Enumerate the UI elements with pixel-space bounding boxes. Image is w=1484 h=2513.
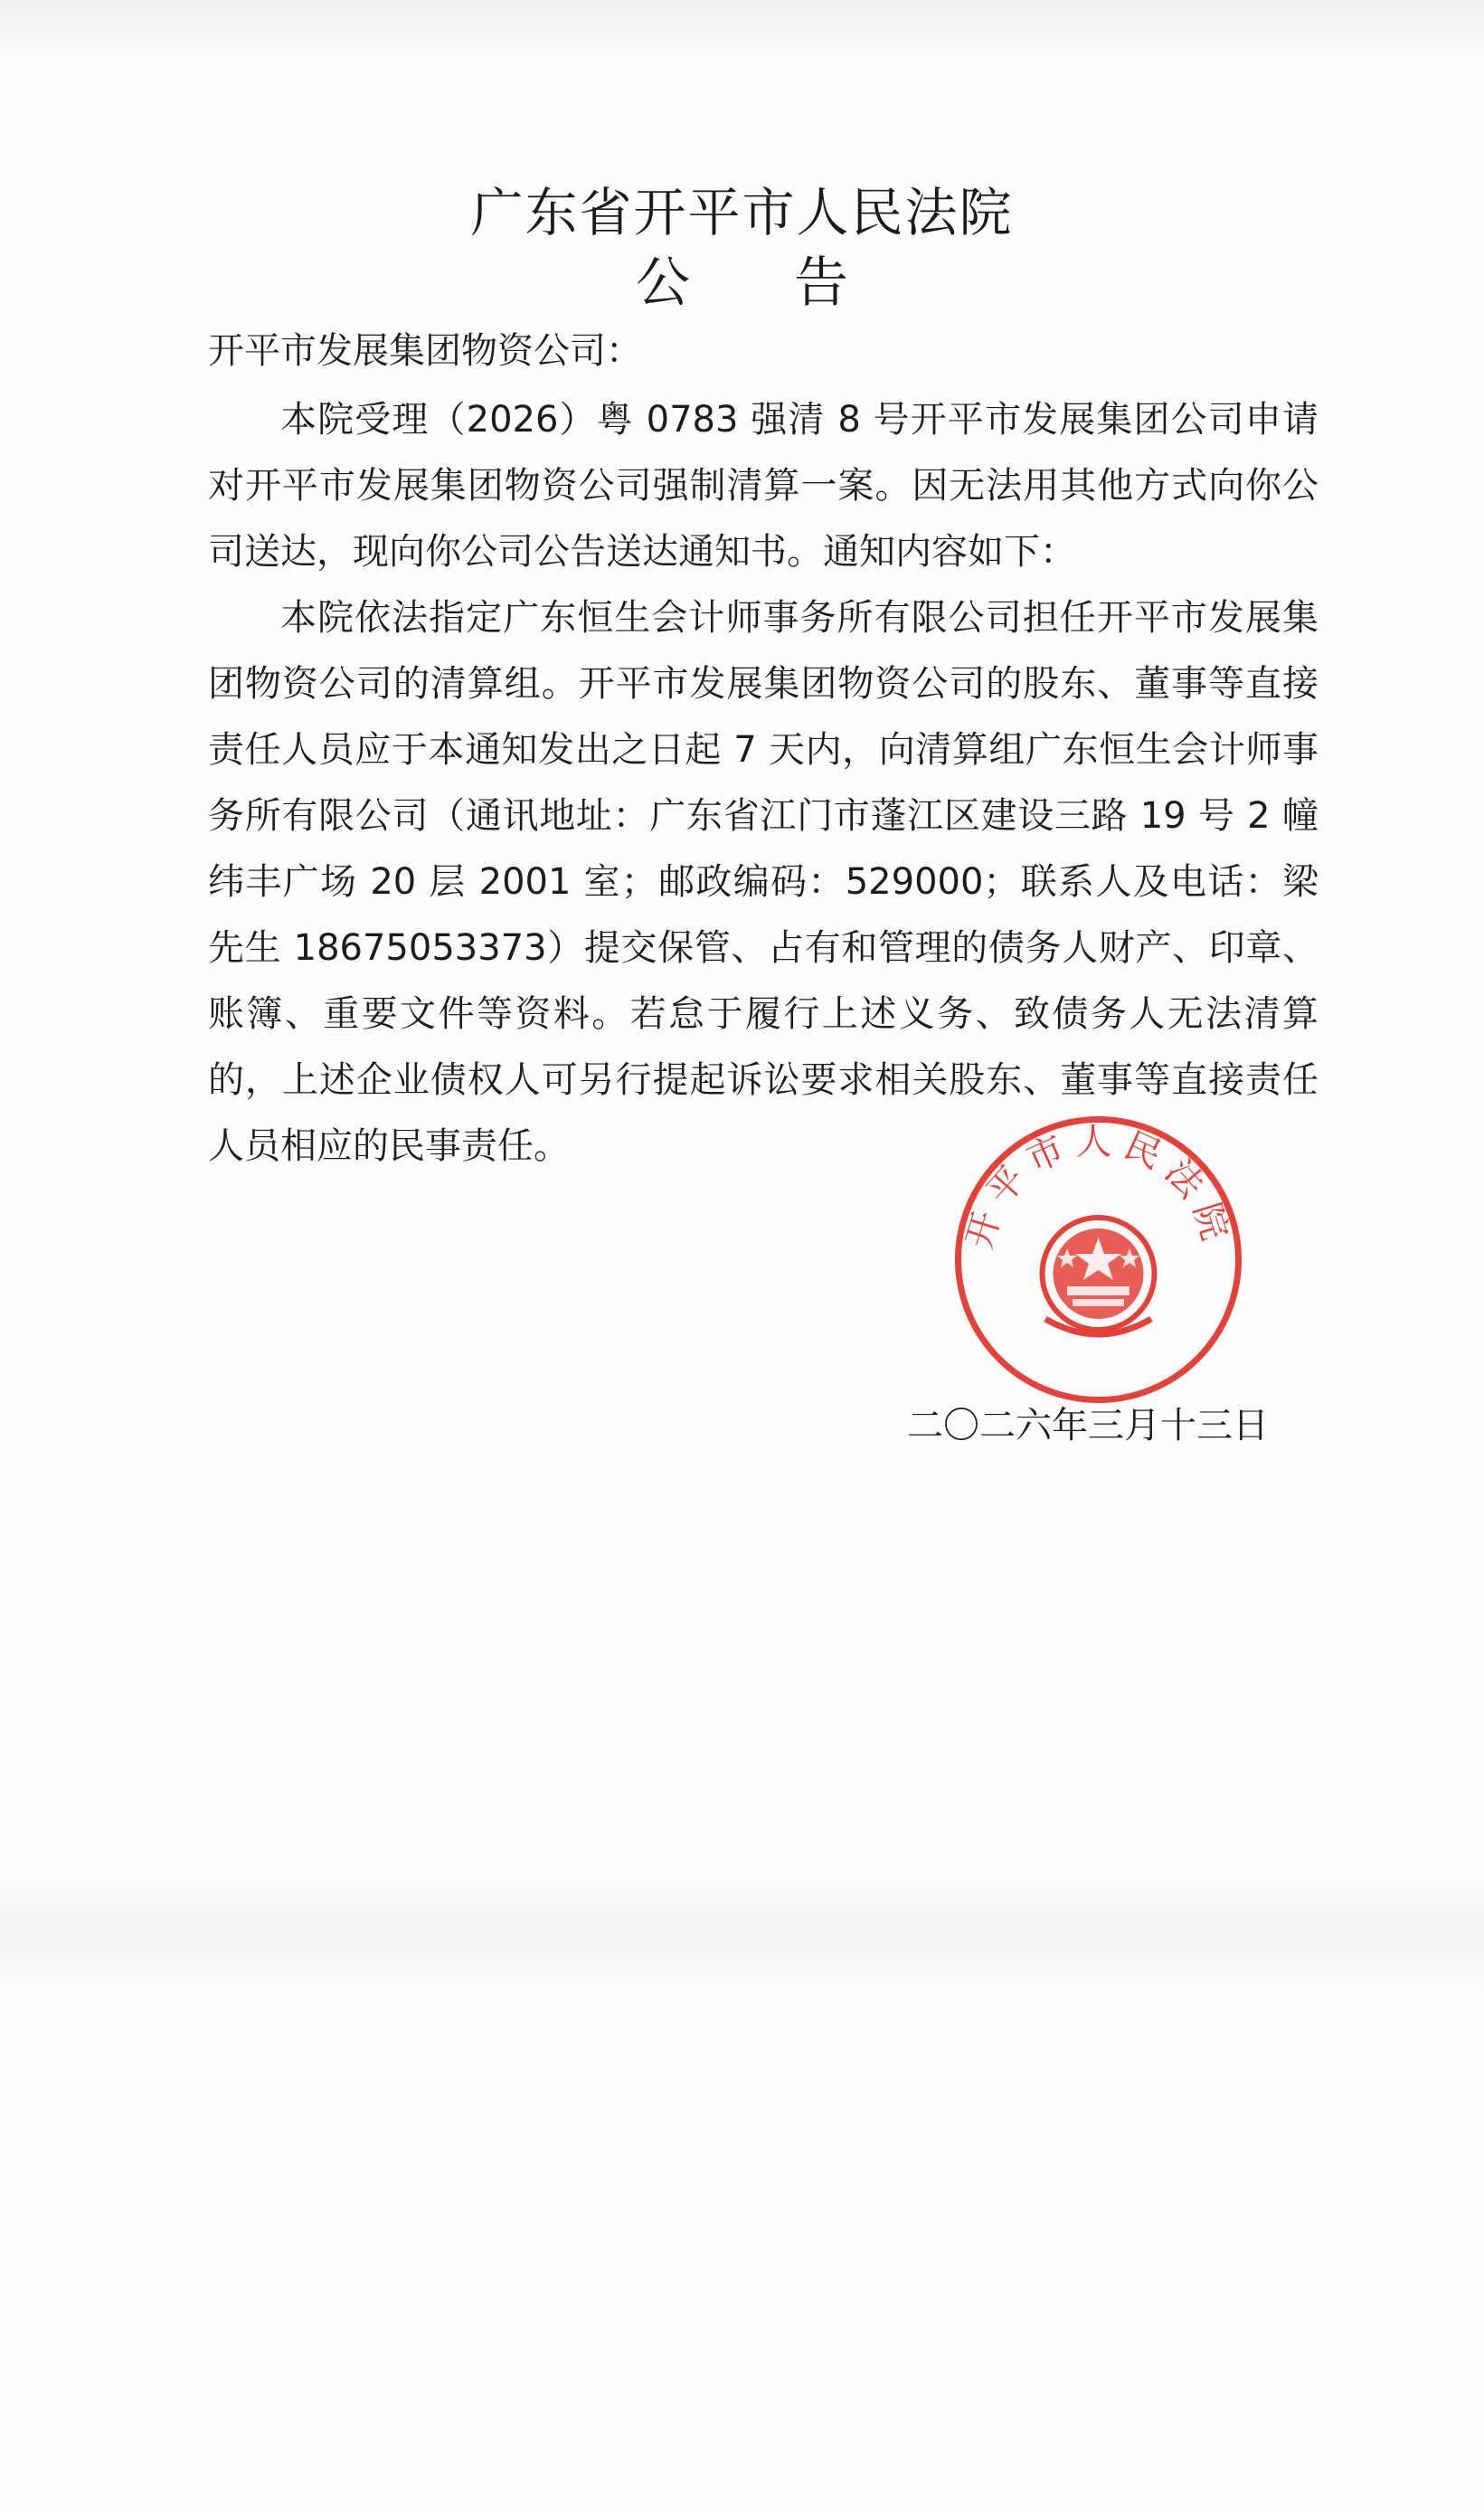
notice-body [208, 387, 1319, 1180]
scan-shadow-middle [0, 1877, 1484, 1990]
court-seal-stamp [951, 1113, 1245, 1407]
seal-text: 开平市人民法院 [958, 1121, 1239, 1254]
addressee-line: 开平市发展集团物资公司： [208, 330, 642, 372]
court-name-heading: 广东省开平市人民法院 [470, 182, 1014, 243]
notice-title: 公 告 [635, 251, 893, 315]
issue-date: 二〇二六年三月十三日 [907, 1405, 1269, 1446]
national-emblem-icon [1043, 1218, 1155, 1334]
scan-shadow-top [0, 0, 1484, 63]
paragraph-liquidation-notice: 本院依法指定广东恒生会计师事务所有限公司担任开平市发展集团物资公司的清算组。开平市发展集团物资公司的股东、董事等直接责任人员应于本通知发出之日起 7 天内，向清算组广东恒生会计师事务所有限公司（通讯地址：广东省江门市蓬江区建设三路 19 号 2 幢纬丰广场 20 层 2001 室；邮政编码：529000；联系人及电话：梁先生 18675053373）提交保管、占有和管理的债务人财产、印章、账簿、重要文件等资料。若怠于履行上述义务、致债务人无法清算的，上述企业债权人可另行提起诉讼要求相关股东、董事等直接责任人员相应的民事责任。 [208, 597, 1319, 1167]
paragraph-case-intro: 本院受理（2026）粤 0783 强清 8 号开平市发展集团公司申请对开平市发展集团物资公司强制清算一案。因无法用其他方式向你公司送达，现向你公司公告送达通知书。通知内容如下： [208, 399, 1319, 573]
